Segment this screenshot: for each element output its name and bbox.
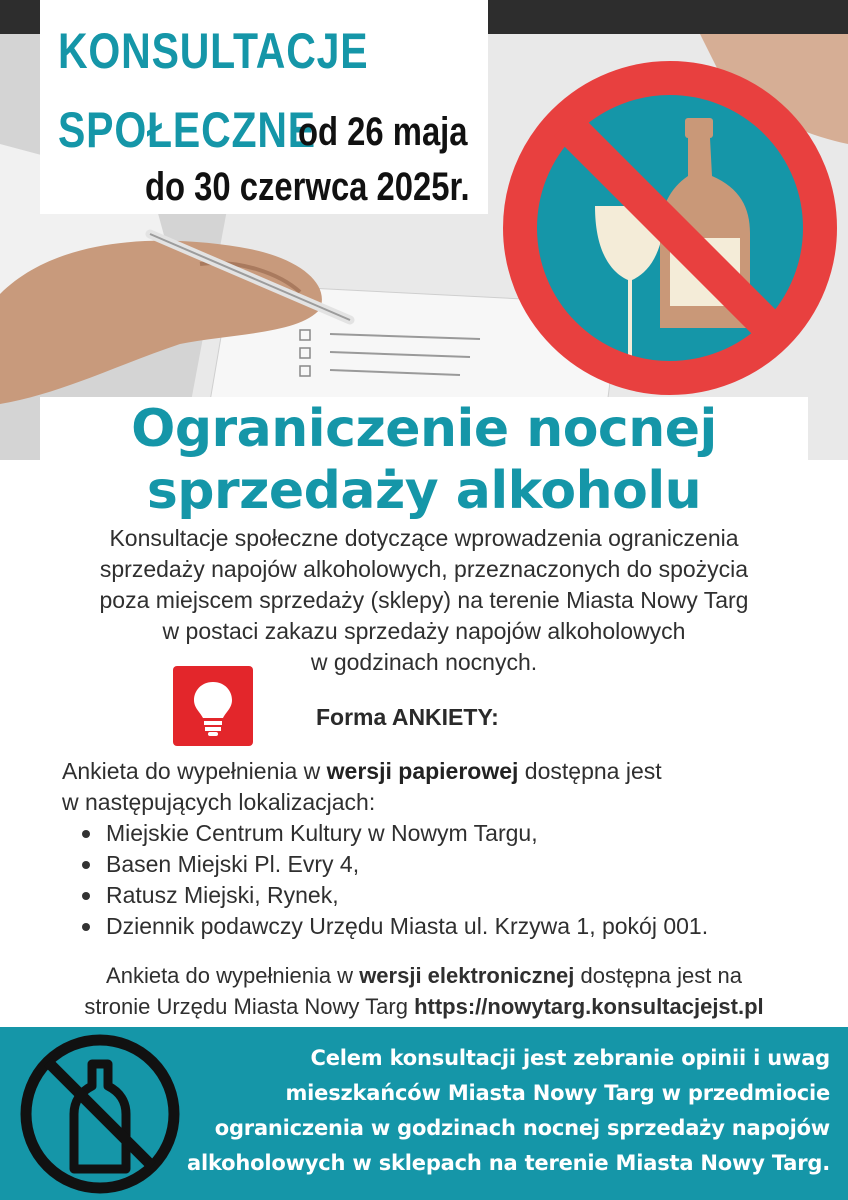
footer-line: alkoholowych w sklepach na terenie Miasta Nowy Targ.: [187, 1151, 830, 1175]
date-line-2: do 30 czerwca 2025r.: [145, 165, 470, 209]
footer-text: [40, 1041, 830, 1181]
electronic-line2-prefix: stronie Urzędu Miasta Nowy Targ: [84, 994, 415, 1019]
footer-line: ograniczenia w godzinach nocnej sprzedaży napojów: [214, 1116, 830, 1140]
footer-line: mieszkańców Miasta Nowy Targ w przedmiocie: [285, 1081, 830, 1105]
list-item: Ratusz Miejski, Rynek,: [78, 880, 838, 911]
electronic-prefix: Ankieta do wypełnienia w: [106, 963, 360, 988]
footer-band: [0, 1027, 848, 1200]
intro-line: sprzedaży napojów alkoholowych, przeznaczonych do spożycia: [99, 556, 749, 582]
paper-suffix: dostępna jest: [518, 758, 662, 784]
title-line-2: SPOŁECZNE: [58, 102, 316, 158]
footer-line: Celem konsultacji jest zebranie opinii i uwag: [310, 1046, 830, 1070]
list-item: Miejskie Centrum Kultury w Nowym Targu,: [78, 818, 838, 849]
date-line-1: od 26 maja: [298, 110, 468, 154]
intro-line: Konsultacje społeczne dotyczące wprowadzenia ograniczenia: [109, 525, 739, 551]
no-alcohol-sign-icon: [500, 58, 840, 398]
paper-prefix: Ankieta do wypełnienia w: [62, 758, 327, 784]
intro-line: w postaci zakazu sprzedaży napojów alkoholowych: [162, 618, 686, 644]
locations-list: [78, 818, 838, 942]
intro-paragraph: [20, 523, 828, 678]
form-label: Forma ANKIETY:: [316, 704, 499, 730]
electronic-line-1: [10, 960, 838, 991]
list-item: Dziennik podawczy Urzędu Miasta ul. Krzywa 1, pokój 001.: [78, 911, 838, 942]
electronic-suffix: dostępna jest na: [574, 963, 742, 988]
main-heading-line-2: sprzedaży alkoholu: [146, 461, 702, 521]
main-heading-line-1: Ograniczenie nocnej: [131, 399, 717, 459]
paper-line-1: [62, 756, 822, 787]
electronic-line-2: [10, 991, 838, 1022]
title-line-1: KONSULTACJE: [58, 23, 369, 79]
lightbulb-icon: [173, 666, 253, 746]
electronic-version-text: [10, 960, 838, 1022]
paper-version-text: [62, 756, 822, 818]
intro-line: w godzinach nocnych.: [310, 649, 538, 675]
list-item: Basen Miejski Pl. Evry 4,: [78, 849, 838, 880]
paper-line-2: w następujących lokalizacjach:: [62, 789, 376, 815]
main-heading: [40, 398, 808, 522]
survey-url-link[interactable]: https://nowytarg.konsultacjejst.pl: [414, 994, 764, 1019]
intro-line: poza miejscem sprzedaży (sklepy) na terenie Miasta Nowy Targ: [99, 587, 749, 613]
paper-bold: wersji papierowej: [326, 758, 519, 784]
electronic-bold: wersji elektronicznej: [359, 963, 575, 988]
hero-photo-area: [0, 0, 848, 460]
